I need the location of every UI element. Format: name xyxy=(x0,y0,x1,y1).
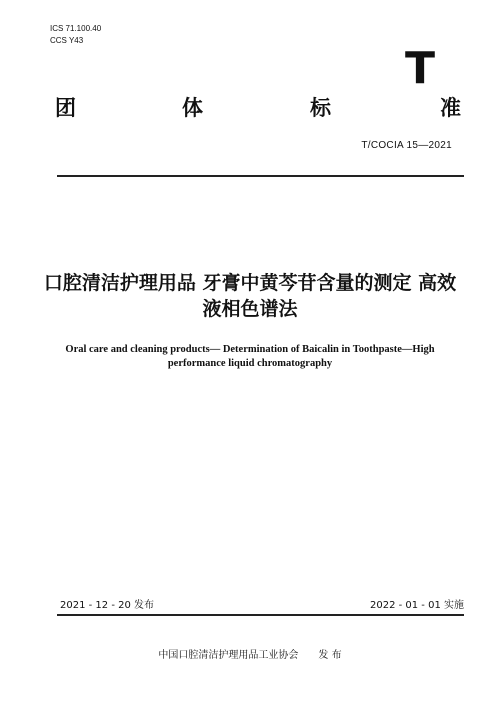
publish-date: 2021 - 12 - 20 发布 xyxy=(60,600,155,611)
ics-code: ICS 71.100.40 xyxy=(50,24,102,33)
issuer-line xyxy=(0,646,500,661)
standard-type-char-4: 准 xyxy=(440,96,461,120)
issuer-action: 发 布 xyxy=(318,650,342,661)
implement-date: 2022 - 01 - 01 实施 xyxy=(369,600,464,611)
standard-type-char-2: 体 xyxy=(182,96,203,120)
bottom-divider xyxy=(57,614,464,616)
chinese-title: 口腔清洁护理用品 牙膏中黄芩苷含量的测定 高效液相色谱法 xyxy=(43,272,457,320)
standard-number: T/COCIA 15—2021 xyxy=(361,140,452,151)
issuer-organization: 中国口腔清洁护理用品工业协会 xyxy=(158,650,299,661)
standard-category-letter: T xyxy=(405,43,436,94)
ccs-code: CCS Y43 xyxy=(50,36,84,45)
standard-type-char-3: 标 xyxy=(310,96,331,120)
english-title: Oral care and cleaning products— Determination of Baicalin in Toothpaste—High performance liquid chromatography xyxy=(65,344,435,369)
standard-type-char-1: 团 xyxy=(55,96,76,120)
top-divider xyxy=(57,175,464,177)
